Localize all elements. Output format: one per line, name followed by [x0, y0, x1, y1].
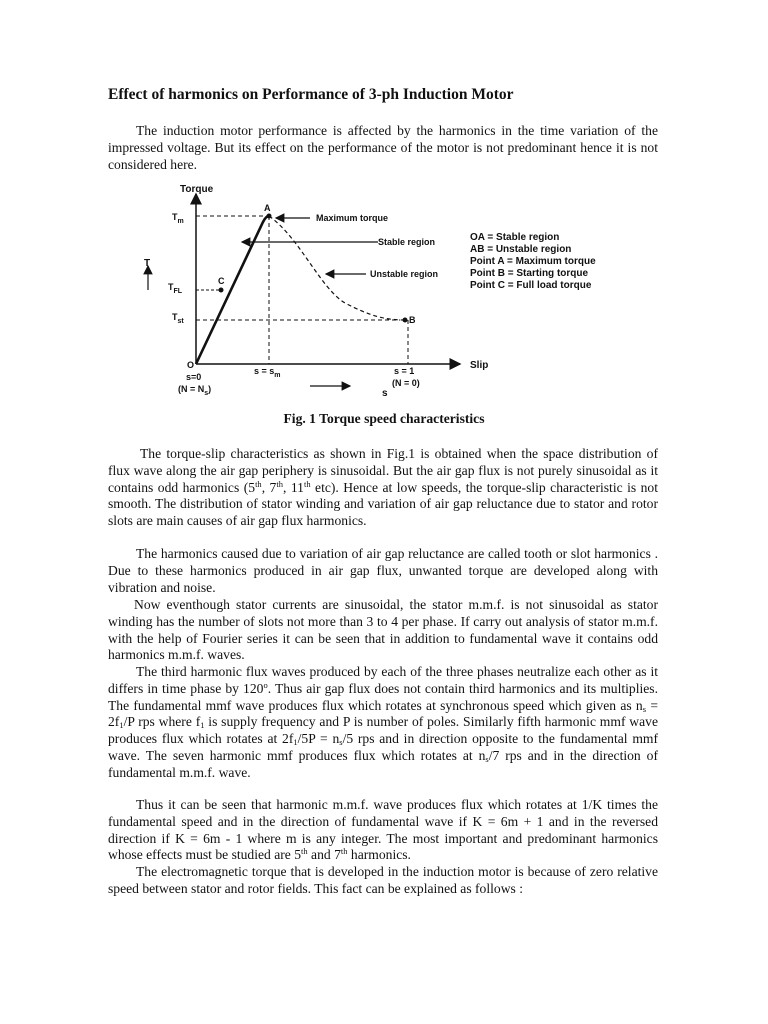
figure-legend — [470, 232, 596, 291]
paragraph-harmonic-direction: Thus it can be seen that harmonic m.m.f. wave produces flux which rotates at 1/K times the fundamental speed and in the direction of fundamental wave if K = 6m + 1 and in the reversed direction if K = 6m - 1 where m is any integer. The most important and predominant harmonics whose effects must be studied are 5th and 7th harmonics. — [108, 797, 658, 863]
s1-label: s = 1 — [394, 366, 415, 376]
point-c-label: C — [218, 276, 225, 286]
figure-caption: Fig. 1 Torque speed characteristics — [283, 411, 485, 426]
y-axis-label: Torque — [180, 184, 214, 195]
legend-item: Point B = Starting torque — [470, 268, 589, 279]
intro-text: The induction motor performance is affected by the harmonics in the time variation of the impressed voltage. But its effect on the performance of the motor is not predominant hence it is not considered here. — [108, 123, 658, 172]
unstable-region-label: Unstable region — [370, 269, 439, 279]
intro-paragraph — [108, 123, 658, 173]
max-torque-label: Maximum torque — [316, 213, 389, 223]
n0-label: (N = 0) — [392, 378, 420, 388]
s-symbol: s — [382, 388, 388, 399]
tfl-label: $T_{FL}$ — [168, 282, 183, 295]
point-a-label: A — [264, 203, 271, 213]
ssm-label: $s = s_m$ — [254, 366, 281, 379]
tst-label: $T_{st}$ — [172, 312, 184, 325]
legend-item: OA = Stable region — [470, 232, 560, 243]
paragraph-electromagnetic-torque: The electromagnetic torque that is developed in the induction motor is because of zero relative speed between stator and rotor fields. This fact can be explained as follows : — [108, 864, 658, 896]
paragraph-third-harmonic: The third harmonic flux waves produced by each of the three phases neutralize each other as it differs in time phase by 120$^o$. Thus air gap flux does not contain third harmonics and its multiplies. The fundamental mmf wave produces flux which rotates at synchronous speed which given as $n_s = 2f_1/P$ rps where $f_1$ is supply frequency and P is number of poles. Similarly fifth harmonic mmf wave produces flux which rotates at $2f_1/5P = n_s/5$ rps and in direction opposite to the fundamental mmf wave. The seven harmonic mmf produces flux which rotates at $n_s/7$ rps and in the direction of fundamental m.m.f. wave. — [108, 664, 658, 780]
page-title: Effect of harmonics on Performance of 3-ph Induction Motor — [108, 86, 514, 103]
origin-label: O — [187, 360, 195, 370]
paragraph-torque-slip: The torque-slip characteristics as shown in Fig.1 is obtained when the space distribution of flux wave along the air gap periphery is sinusoidal. But the air gap flux is not purely sinusoidal as it contains odd harmonics (5th, 7th, 11th etc). Hence at low speeds, the torque-slip characteristic is not smooth. The distribution of stator winding and variation of air gap reluctance due to stator and rotor slots are main causes of air gap flux harmonics. — [108, 446, 659, 529]
legend-item: AB = Unstable region — [470, 244, 572, 255]
tm-label: $T_m$ — [172, 212, 184, 225]
point-b-marker — [403, 318, 408, 323]
x-axis-label: Slip — [470, 360, 489, 371]
ns-label: $(N = N_s)$ — [178, 384, 212, 397]
tau-symbol: T — [144, 258, 151, 269]
legend-item: Point C = Full load torque — [470, 280, 592, 291]
point-c-marker — [219, 288, 224, 293]
unstable-curve — [269, 216, 405, 320]
paragraph-slot-harmonics: The harmonics caused due to variation of air gap reluctance are called tooth or slot harmonics . Due to these harmonics produced in air gap flux, unwanted torque are developed along with vibration and noise. — [108, 546, 658, 595]
point-a-marker — [267, 214, 272, 219]
paragraph-stator-mmf: Now eventhough stator currents are sinusoidal, the stator m.m.f. is not sinusoidal as stator winding has the number of slots not more than 3 to 4 per phase. If carry out analysis of stator m.m.f. with the help of Fourier series it can be seen that in addition to fundamental wave it contains odd harmonics m.m.f. waves. — [108, 597, 658, 663]
legend-item: Point A = Maximum torque — [470, 256, 596, 267]
s0-label: s=0 — [186, 372, 202, 382]
stable-region-label: Stable region — [378, 237, 436, 247]
torque-slip-figure — [130, 178, 610, 406]
point-b-label: B — [409, 315, 416, 325]
